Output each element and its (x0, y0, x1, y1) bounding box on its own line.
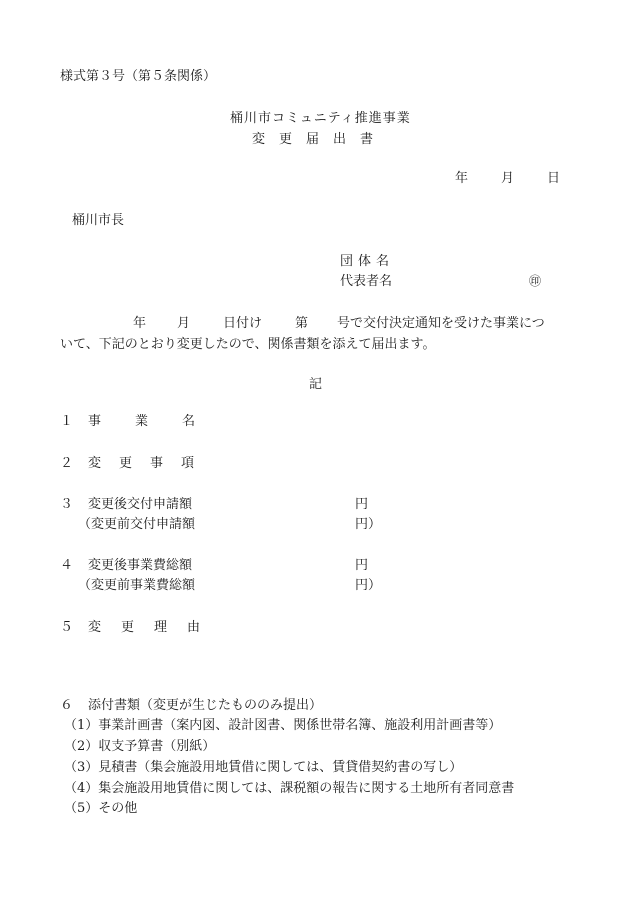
date-month: 月 (501, 171, 515, 186)
addressee: 桶川市長 (72, 213, 125, 228)
body-month: 月 (177, 316, 191, 331)
attachment-3: （3）見積書（集会施設用地賃借に関しては、賃貸借契約書の写し） (64, 760, 463, 775)
item-4 (60, 558, 192, 574)
item-3-number: ３ (60, 497, 74, 512)
item-6-number: ６ (60, 698, 74, 713)
ki-heading: 記 (309, 377, 323, 392)
item-4-sub-label: （変更前事業費総額 (78, 578, 196, 593)
item-2 (60, 456, 212, 472)
item-4-label: 変更後事業費総額 (88, 558, 193, 573)
org-name-label: 団体名 (340, 254, 395, 269)
date-day: 日 (547, 171, 561, 186)
item-4-yen: 円 (355, 558, 369, 573)
item-3 (60, 497, 192, 513)
item-1-label: 事業名 (88, 414, 230, 429)
seal-mark: ㊞ (529, 274, 542, 288)
body-dai: 第 (295, 316, 309, 331)
item-6 (60, 698, 322, 714)
attachment-4: （4）集会施設用地賃借に関しては、課税額の報告に関する土地所有者同意書 (64, 781, 515, 796)
attachment-2: （2）収支予算書（別紙） (64, 739, 216, 754)
item-1-number: １ (60, 414, 74, 429)
body-text-line2: いて、下記のとおり変更したので、関係書類を添えて届出ます。 (60, 337, 436, 352)
representative-label: 代表者名 (340, 274, 393, 289)
item-4-sub-yen: 円） (355, 578, 382, 593)
item-2-number: ２ (60, 456, 74, 471)
attachment-1: （1）事業計画書（案内図、設計図書、関係世帯名簿、施設利用計画書等） (64, 718, 502, 733)
body-text-line1 (133, 316, 545, 332)
attachment-5: （5）その他 (64, 801, 138, 816)
item-2-label: 変更事項 (88, 456, 213, 471)
item-3-sub-yen: 円） (355, 517, 382, 532)
item-5-number: ５ (60, 620, 74, 635)
form-number: 様式第３号（第５条関係） (60, 69, 217, 84)
date-year: 年 (455, 171, 469, 186)
document-title-line1: 桶川市コミュニティ推進事業 (230, 111, 411, 126)
date-line (455, 171, 560, 187)
item-5 (60, 620, 220, 636)
item-3-yen: 円 (355, 497, 369, 512)
item-1 (60, 414, 229, 430)
body-rest: 号で交付決定通知を受けた事業につ (337, 316, 545, 331)
item-4-number: ４ (60, 558, 74, 573)
body-year: 年 (133, 316, 147, 331)
body-day: 日付け (223, 316, 263, 331)
item-3-sub-label: （変更前交付申請額 (78, 517, 196, 532)
item-6-label: 添付書類（変更が生じたもののみ提出） (88, 698, 323, 713)
document-title-line2: 変更届出書 (252, 132, 388, 147)
item-5-label: 変更理由 (88, 620, 221, 635)
item-3-label: 変更後交付申請額 (88, 497, 193, 512)
